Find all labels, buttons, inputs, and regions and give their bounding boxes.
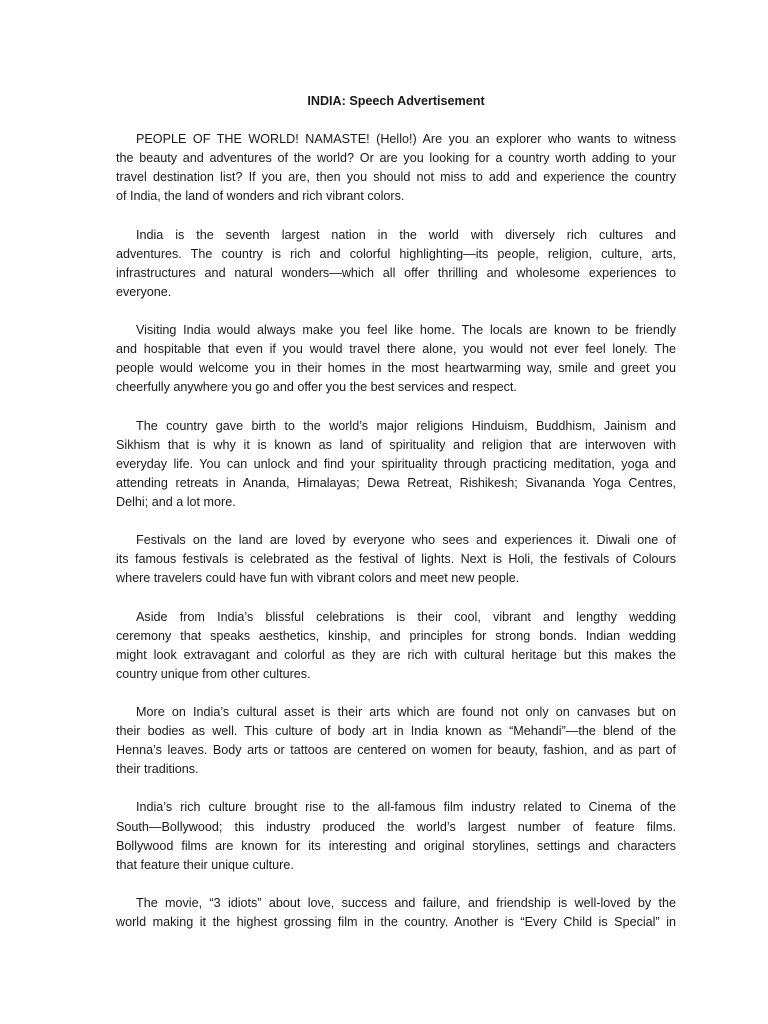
- paragraph-line: cheerfully anywhere you go and offer you the best services and respect.: [116, 380, 517, 395]
- paragraph-line: India is the seventh largest nation in the world with diversely rich cultures and: [136, 227, 676, 242]
- paragraph-line: PEOPLE OF THE WORLD! NAMASTE! (Hello!) Are you an explorer who wants to witness: [136, 132, 676, 147]
- paragraph-line: might look extravagant and colorful as they are rich with cultural heritage but this makes the: [116, 647, 676, 662]
- paragraph-line: Sikhism that is why it is known as land of spirituality and religion that are interwoven with: [116, 437, 676, 452]
- paragraph-line: adventures. The country is rich and colorful highlighting—its people, religion, culture, arts,: [116, 246, 676, 261]
- paragraph: [116, 321, 676, 397]
- paragraph-line: world making it the highest grossing film in the country. Another is “Every Child is Special” in: [116, 915, 676, 930]
- paragraph-line: country unique from other cultures.: [116, 666, 311, 681]
- paragraph: [116, 703, 676, 779]
- paragraph: [116, 531, 676, 588]
- paragraph-line: Aside from India’s blissful celebrations is their cool, vibrant and lengthy wedding: [136, 609, 676, 624]
- paragraph-line: Visiting India would always make you feel like home. The locals are known to be friendly: [136, 323, 676, 338]
- paragraph-line: Delhi; and a lot more.: [116, 494, 236, 509]
- paragraph: [116, 894, 676, 932]
- paragraph-line: their bodies as well. This culture of body art in India known as “Mehandi”—the blend of the: [116, 724, 676, 739]
- document-page: [116, 92, 676, 951]
- paragraph: [116, 226, 676, 302]
- paragraph-line: of India, the land of wonders and rich vibrant colors.: [116, 189, 405, 204]
- paragraph-line: ceremony that speaks aesthetics, kinship, and principles for strong bonds. Indian wedding: [116, 628, 676, 643]
- paragraph-line: its famous festivals is celebrated as the festival of lights. Next is Holi, the festivals of Colours: [116, 552, 676, 567]
- paragraph: [116, 608, 676, 684]
- paragraph-line: South—Bollywood; this industry produced the world’s largest number of feature films.: [116, 819, 676, 834]
- document-body: [116, 130, 676, 932]
- paragraph-line: India’s rich culture brought rise to the all-famous film industry related to Cinema of the: [136, 800, 676, 815]
- paragraph-line: travel destination list? If you are, then you should not miss to add and experience the country: [116, 170, 676, 185]
- paragraph: [116, 130, 676, 206]
- paragraph-line: their traditions.: [116, 762, 199, 777]
- paragraph-line: The movie, “3 idiots” about love, success and failure, and friendship is well-loved by the: [136, 895, 676, 910]
- paragraph-line: Henna’s leaves. Body arts or tattoos are centered on women for beauty, fashion, and as part of: [116, 743, 676, 758]
- paragraph-line: people would welcome you in their homes in the most heartwarming way, smile and greet you: [116, 361, 676, 376]
- paragraph-line: where travelers could have fun with vibrant colors and meet new people.: [116, 571, 520, 586]
- paragraph-line: Festivals on the land are loved by everyone who sees and experiences it. Diwali one of: [136, 533, 676, 548]
- document-title: INDIA: Speech Advertisement: [307, 94, 485, 108]
- paragraph: [116, 798, 676, 874]
- paragraph-line: and hospitable that even if you would travel there alone, you would not ever feel lonely. The: [116, 342, 676, 357]
- paragraph-line: attending retreats in Ananda, Himalayas; Dewa Retreat, Rishikesh; Sivananda Yoga Centres,: [116, 475, 676, 490]
- paragraph-line: that feature their unique culture.: [116, 857, 294, 872]
- paragraph: [116, 417, 676, 512]
- paragraph-line: infrastructures and natural wonders—which all offer thrilling and wholesome experiences to: [116, 265, 676, 280]
- paragraph-line: Bollywood films are known for its interesting and original storylines, settings and characters: [116, 838, 676, 853]
- paragraph-line: The country gave birth to the world’s major religions Hinduism, Buddhism, Jainism and: [136, 418, 676, 433]
- paragraph-line: the beauty and adventures of the world? Or are you looking for a country worth adding to your: [116, 151, 676, 166]
- paragraph-line: everyday life. You can unlock and find your spirituality through practicing meditation, yoga and: [116, 456, 676, 471]
- paragraph-line: More on India’s cultural asset is their arts which are found not only on canvases but on: [136, 705, 676, 719]
- paragraph-line: everyone.: [116, 284, 172, 299]
